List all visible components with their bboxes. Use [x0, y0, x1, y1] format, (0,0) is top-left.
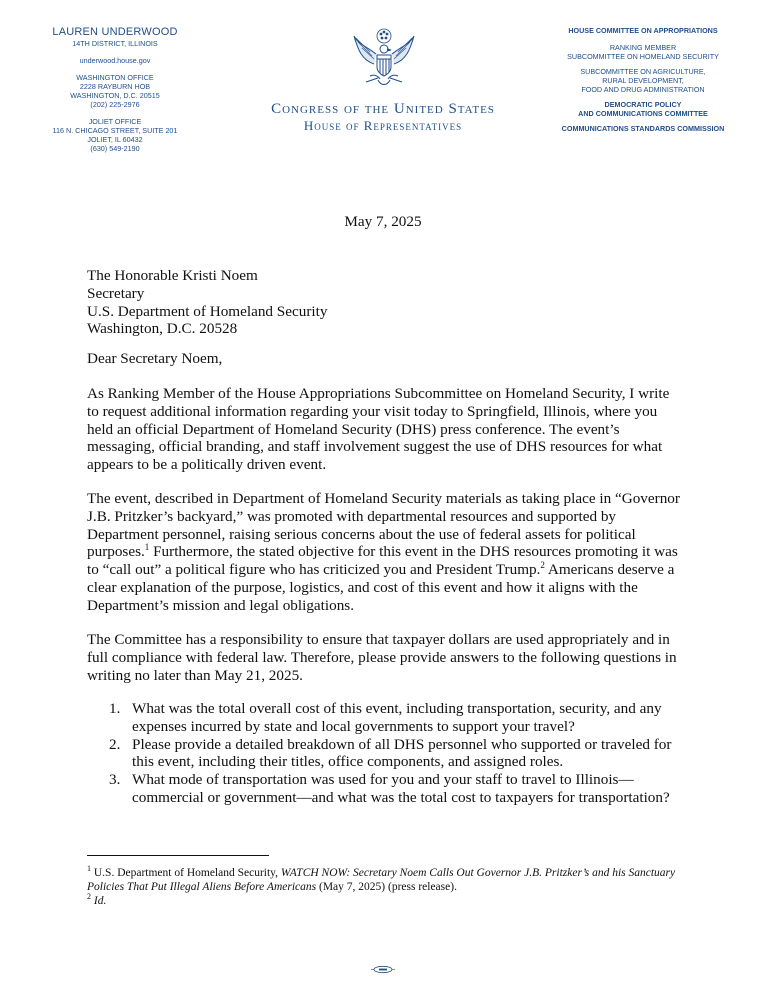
- joliet-office-phone: (630) 549-2190: [90, 144, 140, 153]
- questions-list: [87, 700, 687, 807]
- paragraph-2-part-c: Americans deserve a clear explanation of the purpose, logistics, and cost of this event and how it aligns with the Department’s mission and legal obligations.: [87, 561, 675, 614]
- committee-name: HOUSE COMMITTEE ON APPROPRIATIONS: [568, 26, 718, 35]
- congress-title: Congress of the United States: [271, 101, 495, 117]
- footnote-2: [87, 894, 687, 908]
- footnote-1: [87, 866, 687, 894]
- question-number: 1.: [109, 700, 121, 717]
- address-line: The Honorable Kristi Noem: [87, 267, 258, 284]
- member-info-block: [40, 26, 190, 153]
- chamber-heading: [230, 100, 536, 134]
- committee-info-block: [548, 26, 738, 133]
- dc-office-phone: (202) 225-2976: [90, 100, 140, 109]
- address-line: Washington, D.C. 20528: [87, 320, 238, 338]
- member-website: underwood.house.gov: [79, 56, 151, 65]
- question-number: 3.: [109, 771, 121, 789]
- footnote-1-post: (May 7, 2025) (press release).: [316, 881, 457, 893]
- dc-office-title: WASHINGTON OFFICE: [76, 73, 154, 82]
- paragraph-2: [87, 490, 683, 615]
- joliet-office-city: JOLIET, IL 60432: [87, 135, 143, 144]
- ranking-member-label: RANKING MEMBER: [609, 43, 677, 52]
- paragraph-3: The Committee has a responsibility to ensure that taxpayer dollars are used appropriately and in full compliance with federal law. Therefore, please provide answers to the following questions in writing no later than May 21, 2025.: [87, 631, 677, 684]
- paragraph-2-part-b: Furthermore, the stated objective for this event in the DHS resources promoting it was to “call out” a political figure who has criticized you and President Trump.: [87, 543, 678, 579]
- dc-office-city: WASHINGTON, D.C. 20515: [70, 91, 160, 100]
- joliet-office-street: 116 N. CHICAGO STREET, SUITE 201: [52, 126, 178, 135]
- footnote-1-pre: U.S. Department of Homeland Security,: [91, 867, 281, 879]
- footnote-1-number: 1: [87, 864, 91, 874]
- member-district: 14TH DISTRICT, ILLINOIS: [72, 39, 158, 48]
- subcommittee-line-3: FOOD AND DRUG ADMINISTRATION: [581, 85, 705, 94]
- list-item: [87, 736, 687, 772]
- recipient-address: [87, 267, 687, 338]
- list-item: [87, 700, 687, 736]
- house-subtitle: House of Representatives: [303, 118, 463, 133]
- footnote-ref-1: 1: [144, 542, 150, 553]
- subcommittee-line-1: SUBCOMMITTEE ON AGRICULTURE,: [580, 67, 706, 76]
- footnote-2-number: 2: [87, 892, 91, 902]
- democratic-policy-line-1: DEMOCRATIC POLICY: [604, 100, 682, 109]
- communications-commission: COMMUNICATIONS STANDARDS COMMISSION: [561, 124, 725, 133]
- question-text: What was the total overall cost of this event, including transportation, security, and any expenses incurred by state and local governments to support your travel?: [132, 700, 662, 735]
- footnote-divider: [87, 855, 269, 856]
- dc-office-street: 2228 RAYBURN HOB: [79, 82, 151, 91]
- question-text: What mode of transportation was used for you and your staff to travel to Illinois—commercial or government—and what was the total cost to taxpayers for transportation?: [132, 771, 670, 806]
- subcommittee-line-2: RURAL DEVELOPMENT,: [602, 76, 684, 85]
- footnote-ref-2: 2: [540, 560, 545, 571]
- letter-date: May 7, 2025: [344, 213, 422, 230]
- address-line: Secretary: [87, 284, 145, 302]
- question-number: 2.: [109, 735, 121, 753]
- democratic-policy-line-2: AND COMMUNICATIONS COMMITTEE: [578, 109, 708, 118]
- address-line: U.S. Department of Homeland Security: [87, 302, 328, 320]
- salutation: Dear Secretary Noem,: [87, 350, 223, 367]
- list-item: [87, 771, 687, 807]
- member-name: LAUREN UNDERWOOD: [52, 26, 178, 38]
- question-text: Please provide a detailed breakdown of all DHS personnel who supported or traveled for this event, including their titles, office components, and assigned roles.: [132, 735, 672, 771]
- joliet-office-title: JOLIET OFFICE: [88, 117, 142, 126]
- great-seal-eagle-icon: [348, 24, 420, 94]
- footnote-1-title: WATCH NOW: Secretary Noem Calls Out Governor J.B. Pritzker’s and his Sanctuary Policies That Put Illegal Aliens Before Americans: [87, 867, 676, 893]
- paragraph-1: As Ranking Member of the House Appropriations Subcommittee on Homeland Security, I write to request additional information regarding your visit today to Springfield, Illinois, where you held an official Department of Homeland Security (DHS) press conference. The event’s messaging, official branding, and staff involvement suggest the use of DHS resources for what appears to be a politically driven event.: [87, 385, 670, 474]
- footnote-2-text: Id.: [93, 895, 107, 907]
- paragraph-2-part-a: The event, described in Department of Homeland Security materials as taking place in “Governor J.B. Pritzker’s backyard,” was promoted with departmental resources and supported by Department personnel, raising serious concerns about the use of federal assets for political purposes.: [87, 490, 680, 561]
- printing-office-mark-icon: [370, 965, 396, 974]
- ranking-subcommittee: SUBCOMMITTEE ON HOMELAND SECURITY: [567, 52, 719, 61]
